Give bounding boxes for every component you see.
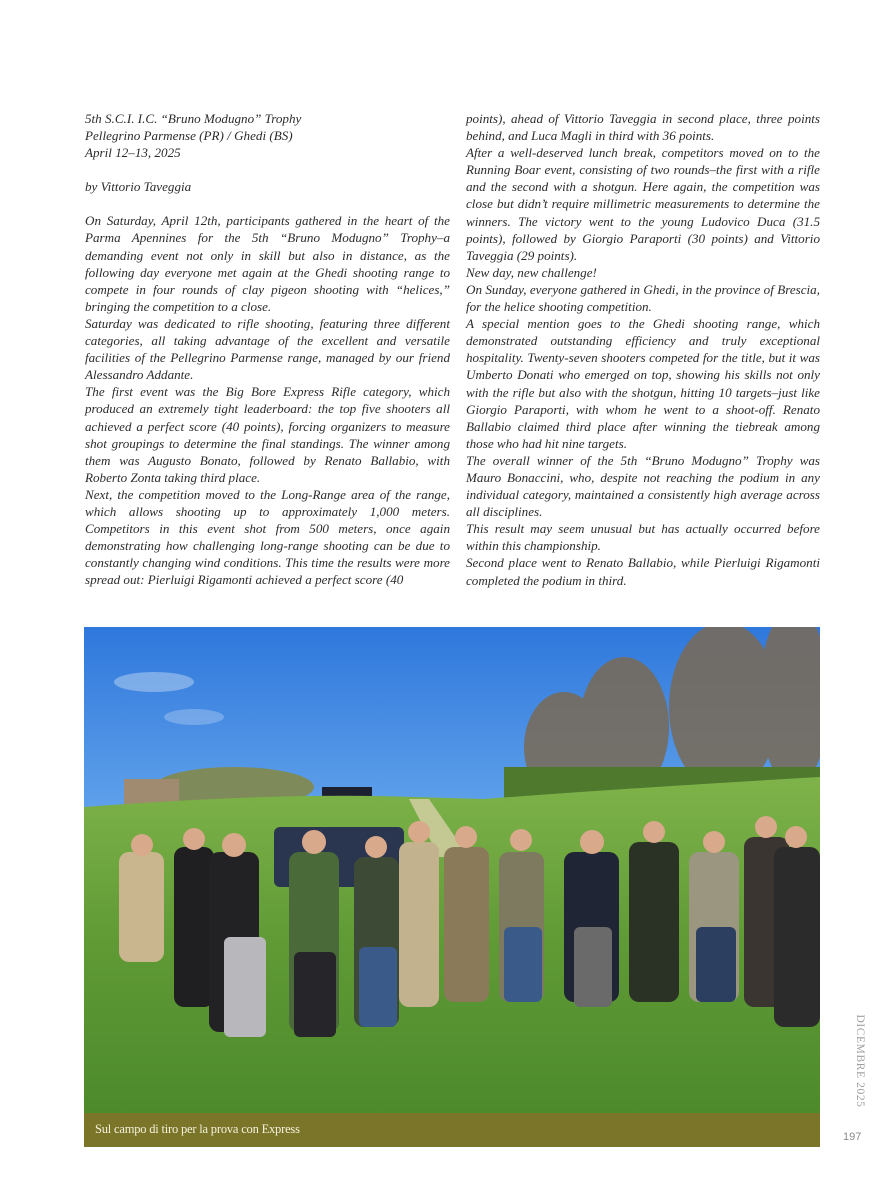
paragraph: On Sunday, everyone gathered in Ghedi, in the province of Brescia, for the helice shooting competition. — [466, 281, 820, 315]
paragraph: Second place went to Renato Ballabio, while Pierluigi Rigamonti completed the podium in third. — [466, 555, 820, 588]
paragraph: On Saturday, April 12th, participants gathered in the heart of the Parma Apennines for the 5th “Bruno Modugno” Trophy–a demanding event not only in skill but also in distance, as the following day everyone met again at the Ghedi shooting range to compete in four rounds of clay pigeon shooting with “helices,” bringing the competition to a close. — [85, 213, 450, 314]
article-location: Pellegrino Parmense (PR) / Ghedi (BS) — [85, 128, 293, 144]
issue-month-label — [846, 1008, 866, 1116]
paragraph: The first event was the Big Bore Express Rifle category, which produced an extremely tight leaderboard: the top five shooters all achieved a perfect score (40 points), forcing organizers to measure shot groupings to determine the final standings. The winner among them was Augusto Bonato, followed by Renato Ballabio, with Roberto Zonta taking third place. — [85, 384, 450, 485]
group-photo — [84, 627, 820, 1113]
article-title: 5th S.C.I. I.C. “Bruno Modugno” Trophy — [85, 111, 302, 126]
paragraph: A special mention goes to the Ghedi shooting range, which demonstrated outstanding efficiency and truly exceptional hospitality. Twenty-seven shooters competed for the title, but it was Umberto Donati who emerged on top, showing his skills not only with the rifle but also with the shotgun, hitting 10 targets–just like Giorgio Paraporti, with whom he went to a shoot-off. Renato Ballabio claimed third place after winning the tiebreak among those who had hit nine targets. — [466, 316, 820, 451]
photo-caption: Sul campo di tiro per la prova con Express — [95, 1122, 300, 1136]
paragraph: Next, the competition moved to the Long-Range area of the range, which allows shooting up to approximately 1,000 meters. Competitors in this event shot from 500 meters, once again demonstrating how challenging long-range shooting can be due to constantly changing wind conditions. This time the results were more spread out: Pierluigi Rigamonti achieved a perfect score (40 — [85, 486, 450, 588]
paragraph: The overall winner of the 5th “Bruno Modugno” Trophy was Mauro Bonaccini, who, despite not reaching the podium in any individual category, maintained a consistently high average across all disciplines. — [466, 452, 820, 520]
paragraph: New day, new challenge! — [466, 264, 597, 280]
issue-month: DICEMBRE 2025 — [854, 1014, 866, 1108]
photo-caption-bar — [84, 1113, 820, 1147]
article-left-column — [85, 110, 450, 588]
paragraph: points), ahead of Vittorio Taveggia in second place, three points behind, and Luca Magli in third with 36 points. — [466, 111, 820, 144]
farmhouse — [124, 779, 179, 805]
paragraph: Saturday was dedicated to rifle shooting, featuring three different categories, all taking advantage of the excellent and versatile facilities of the Pellegrino Parmense range, managed by our friend Alessandro Addante. — [85, 315, 450, 383]
paragraph: This result may seem unusual but has actually occurred before within this championship. — [466, 521, 820, 554]
page-number: 197 — [843, 1131, 862, 1143]
article-dates: April 12–13, 2025 — [85, 145, 181, 161]
article-header — [85, 110, 450, 212]
article-byline: by Vittorio Taveggia — [85, 179, 192, 195]
article-right-column — [466, 110, 820, 589]
paragraph: After a well-deserved lunch break, competitors moved on to the Running Boar event, consisting of two rounds–the first with a rifle and the second with a shotgun. Here again, the competition was close but didn’t require millimetric measurements to determine the winners. The victory went to the young Ludovico Duca (31.5 points), followed by Giorgio Paraporti (30 points) and Vittorio Taveggia (29 points). — [466, 145, 820, 263]
